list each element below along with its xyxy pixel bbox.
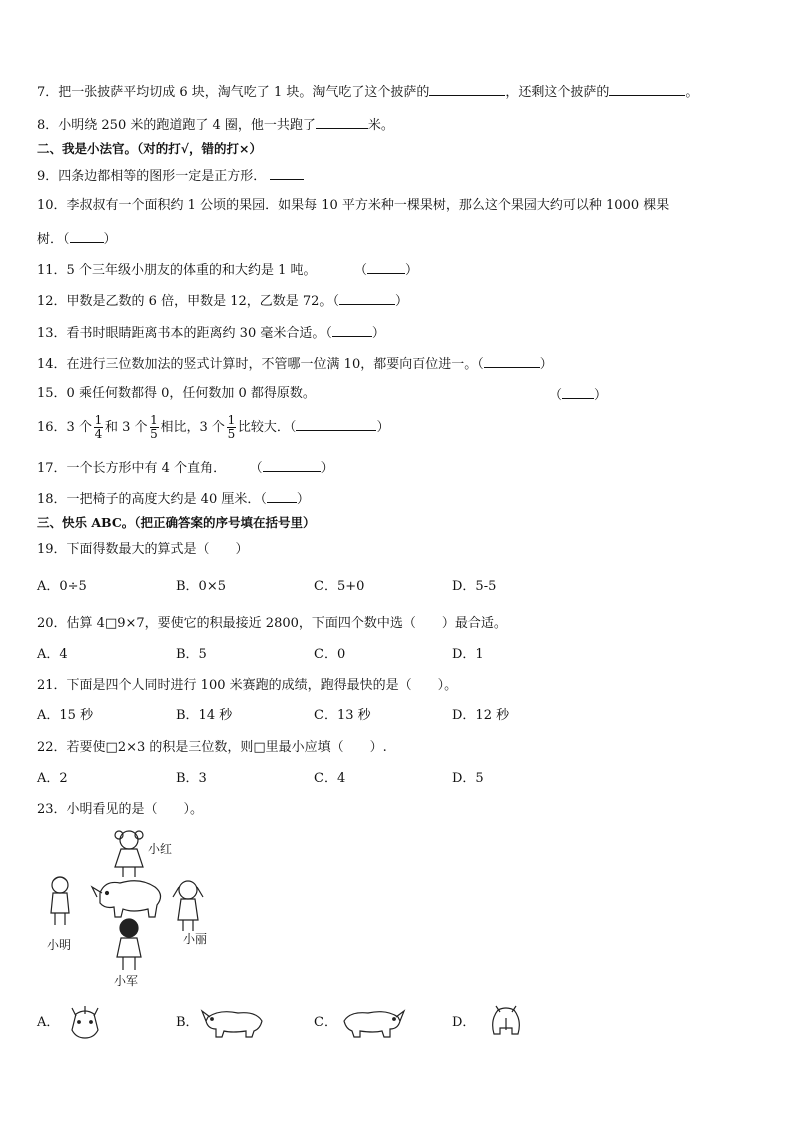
section-3-heading: 三、快乐 ABC。（把正确答案的序号填在括号里） [37,515,316,530]
option-d[interactable]: D．1 [452,647,484,662]
q13-text: 13．看书时眼睛距离书本的距离约 30 毫米合适。 [37,326,326,341]
q16-text-d: 比较大． [237,420,290,435]
boy-xiaojun-icon [117,919,141,970]
question-20: 20．估算 4□9×7，要使它的积最接近 2800，下面四个数中选（ ）最合适。 [37,616,507,631]
option-a[interactable]: A．15 秒 [37,708,94,723]
boy-xiaoming-icon [51,877,69,925]
option-a[interactable]: A．2 [37,771,68,786]
question-17 [37,457,334,479]
rhino-icon [92,881,161,917]
q11-text: 11．5 个三年级小朋友的体重的和大约是 1 吨。 [37,263,317,278]
q16-text-b: 和 3 个 [104,420,148,435]
q7-text: 7．把一张披萨平均切成 6 块，淘气吃了 1 块。淘气吃了这个披萨的 [37,85,430,100]
question-16 [37,413,389,443]
question-14 [37,353,553,375]
answer-paren[interactable]: （ ） [477,357,553,372]
question-22: 22．若要使□2×3 的积是三位数，则□里最小应填（ ）. [37,740,387,755]
option-a[interactable]: A．0÷5 [37,579,87,594]
option-c[interactable]: C． [314,1015,337,1030]
label-xiaojun: 小军 [114,974,139,988]
option-a[interactable]: A． [37,1015,60,1030]
answer-blank[interactable] [316,114,368,129]
answer-paren[interactable]: （ ） [549,384,607,406]
question-7 [37,81,698,103]
fraction-one-fifth: $\frac{1}{5}$ [227,413,236,441]
question-10-cont [37,228,117,250]
option-b[interactable]: B．14 秒 [176,708,233,723]
answer-paren[interactable]: （ ） [360,263,418,278]
question-9 [37,165,304,187]
q16-text-c: 相比，3 个 [160,420,225,435]
option-b[interactable]: B．0×5 [176,579,226,594]
option-c[interactable]: C．0 [314,647,346,662]
q8-text: 8．小明绕 250 米的跑道跑了 4 圈，他一共跑了 [37,118,316,133]
question-19: 19．下面得数最大的算式是（ ） [37,542,249,557]
q10-text: 树． [37,232,64,247]
question-13 [37,322,385,344]
answer-paren[interactable]: （ ） [260,492,310,507]
answer-blank[interactable] [609,81,685,96]
rhino-front-view-icon[interactable] [64,1002,106,1040]
question-18 [37,488,310,510]
section-2-heading: 二、我是小法官。（对的打√，错的打×） [37,141,262,156]
question-15 [37,384,316,404]
girl-xiaohong-icon [115,831,143,877]
q7-end: 。 [685,85,699,100]
answer-paren[interactable]: （ ） [332,294,408,309]
q16-text-a: 16．3 个 [37,420,92,435]
option-c[interactable]: C．13 秒 [314,708,371,723]
rhino-left-facing-icon[interactable] [200,1005,266,1039]
option-b[interactable]: B．3 [176,771,207,786]
option-d[interactable]: D．12 秒 [452,708,510,723]
q7-mid: ，还剩这个披萨的 [505,85,610,100]
answer-paren[interactable]: （ ） [63,232,117,247]
q17-text: 17．一个长方形中有 4 个直角． [37,461,227,476]
answer-blank[interactable] [270,165,304,180]
q9-text: 9．四条边都相等的图形一定是正方形． [37,169,267,184]
q14-text: 14．在进行三位数加法的竖式计算时，不管哪一位满 10，都要向百位进一。 [37,357,478,372]
option-d[interactable]: D．5 [452,771,484,786]
q8-end: 米。 [367,118,394,133]
question-21: 21．下面是四个人同时进行 100 米赛跑的成绩，跑得最快的是（ ）。 [37,678,458,693]
fraction-one-quarter: $\frac{1}{4}$ [94,413,103,441]
question-23: 23．小明看见的是（ ）。 [37,802,204,817]
option-d[interactable]: D．5-5 [452,579,497,594]
option-c[interactable]: C．4 [314,771,346,786]
rhino-back-view-icon[interactable] [486,1000,526,1042]
answer-paren[interactable]: （ ） [290,420,390,435]
question-8 [37,114,394,136]
q12-text: 12．甲数是乙数的 6 倍，甲数是 12，乙数是 72。 [37,294,333,309]
question-10: 10．李叔叔有一个面积约 1 公顷的果园．如果每 10 平方米种一棵果树，那么这个果园大约可以种 1000 棵果 [37,198,670,213]
option-b[interactable]: B．5 [176,647,207,662]
option-b[interactable]: B． [176,1015,199,1030]
rhino-right-facing-icon[interactable] [340,1005,406,1039]
question-11 [37,259,418,281]
question-12 [37,290,408,312]
scene-illustration [45,825,215,990]
answer-paren[interactable]: （ ） [325,326,385,341]
option-d[interactable]: D． [452,1015,476,1030]
option-c[interactable]: C．5+0 [314,579,365,594]
label-xiaohong: 小红 [148,842,173,856]
q15-text: 15．0 乘任何数都得 0，任何数加 0 都得原数。 [37,386,316,401]
label-xiaoli: 小丽 [183,932,208,946]
answer-blank[interactable] [429,81,505,96]
option-a[interactable]: A．4 [37,647,68,662]
label-xiaoming: 小明 [47,938,72,952]
answer-paren[interactable]: （ ） [256,461,334,476]
fraction-one-fifth: $\frac{1}{5}$ [150,413,158,441]
girl-xiaoli-icon [173,881,203,931]
q18-text: 18．一把椅子的高度大约是 40 厘米． [37,492,261,507]
